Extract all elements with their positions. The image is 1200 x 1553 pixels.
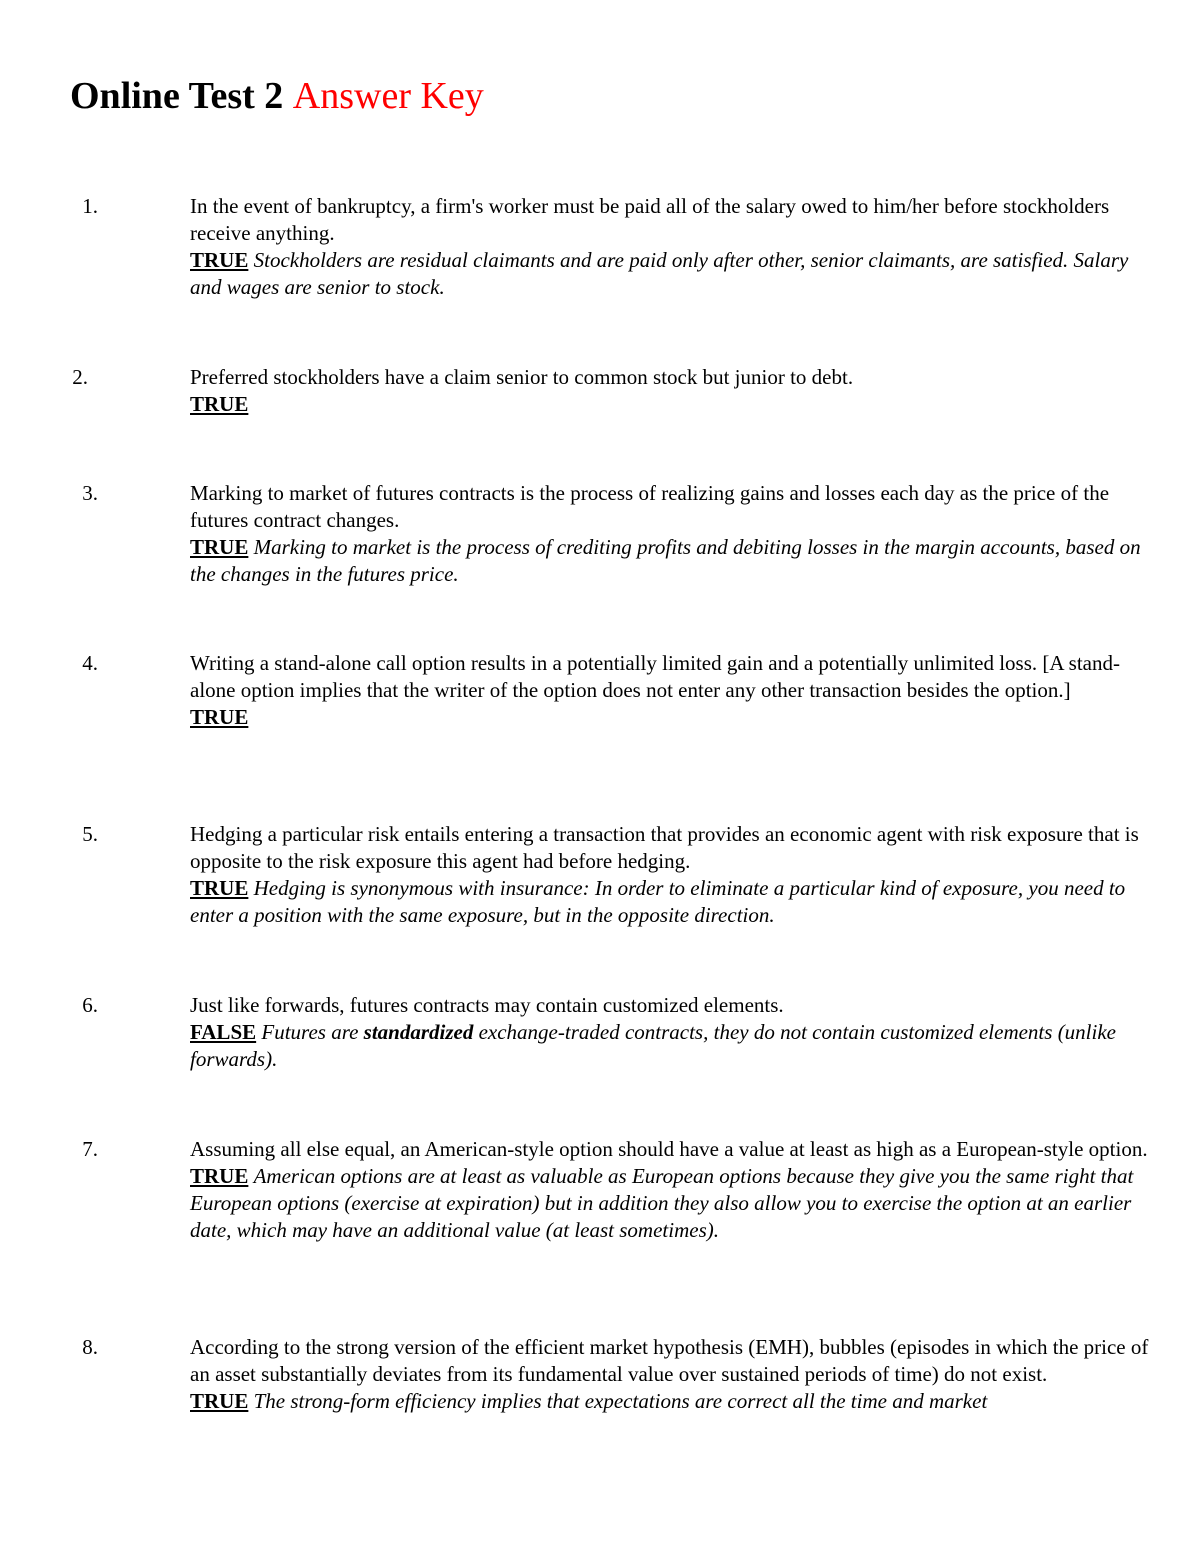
answer-line <box>190 534 1150 588</box>
answer-line <box>190 247 1150 301</box>
answer-explanation: Stockholders are residual claimants and are paid only after other, senior claimants, are satisfied. Salary and wages are senior to stock. <box>190 248 1129 299</box>
question-number: 8. <box>82 1335 98 1359</box>
question-number: 7. <box>82 1137 98 1161</box>
answer-label: TRUE <box>190 876 249 900</box>
answer-label: TRUE <box>190 535 249 559</box>
answer-label: FALSE <box>190 1020 257 1044</box>
question-number: 6. <box>82 993 98 1017</box>
question-number: 5. <box>82 822 98 846</box>
explanation-rest: exchange-traded contracts, they do not contain customized elements (unlike forwards). <box>190 1020 1116 1071</box>
question-number: 1. <box>82 194 98 218</box>
title-main: Online Test 2 <box>70 75 284 117</box>
answer-line <box>190 704 1150 731</box>
explanation-emphasis: standardized <box>363 1020 474 1044</box>
answer-label: TRUE <box>190 1389 249 1413</box>
explanation-prefix: Futures are <box>261 1020 359 1044</box>
question-text: Just like forwards, futures contracts may contain customized elements. <box>190 993 784 1017</box>
question-text: Preferred stockholders have a claim senior to common stock but junior to debt. <box>190 365 854 389</box>
question-body <box>190 364 1150 418</box>
question-text: Hedging a particular risk entails entering a transaction that provides an economic agent with risk exposure that is opposite to the risk exposure this agent had before hedging. <box>190 822 1139 873</box>
question-text: According to the strong version of the efficient market hypothesis (EMH), bubbles (episodes in which the price of an asset substantially deviates from its fundamental value over sustained periods of time) do not exist. <box>190 1335 1149 1386</box>
answer-label: TRUE <box>190 1164 249 1188</box>
question-number: 2. <box>72 365 88 389</box>
answer-line <box>190 391 1150 418</box>
answer-line <box>190 1019 1150 1073</box>
answer-label: TRUE <box>190 392 249 416</box>
question-text: Writing a stand-alone call option results in a potentially limited gain and a potentially unlimited loss. [A stand-alone option implies that the writer of the option does not enter any other transaction besides the option.] <box>190 651 1120 702</box>
answer-line <box>190 1163 1150 1244</box>
answer-label: TRUE <box>190 248 249 272</box>
question-body <box>190 480 1150 588</box>
answer-explanation <box>190 1020 1116 1071</box>
question-body <box>190 193 1150 301</box>
answer-explanation: Marking to market is the process of crediting profits and debiting losses in the margin accounts, based on the changes in the futures price. <box>190 535 1141 586</box>
answer-line <box>190 875 1150 929</box>
question-text: Marking to market of futures contracts is the process of realizing gains and losses each day as the price of the futures contract changes. <box>190 481 1110 532</box>
question-number: 3. <box>82 481 98 505</box>
question-body <box>190 821 1150 929</box>
question-text: In the event of bankruptcy, a firm's worker must be paid all of the salary owed to him/her before stockholders receive anything. <box>190 194 1110 245</box>
answer-explanation: The strong-form efficiency implies that expectations are correct all the time and market <box>253 1389 988 1413</box>
page-title <box>70 72 484 120</box>
question-text: Assuming all else equal, an American-style option should have a value at least as high as a European-style option. <box>190 1137 1148 1161</box>
question-number: 4. <box>82 651 98 675</box>
title-accent: Answer Key <box>292 75 484 117</box>
question-body <box>190 650 1150 731</box>
answer-explanation: Hedging is synonymous with insurance: In order to eliminate a particular kind of exposure, you need to enter a position with the same exposure, but in the opposite direction. <box>190 876 1126 927</box>
answer-label: TRUE <box>190 705 249 729</box>
question-body <box>190 992 1150 1073</box>
answer-explanation: American options are at least as valuable as European options because they give you the same right that European options (exercise at expiration) but in addition they also allow you to exercise the option at an earlier date, which may have an additional value (at least sometimes). <box>190 1164 1134 1242</box>
answer-line <box>190 1388 1150 1415</box>
question-body <box>190 1334 1150 1415</box>
question-body <box>190 1136 1150 1244</box>
